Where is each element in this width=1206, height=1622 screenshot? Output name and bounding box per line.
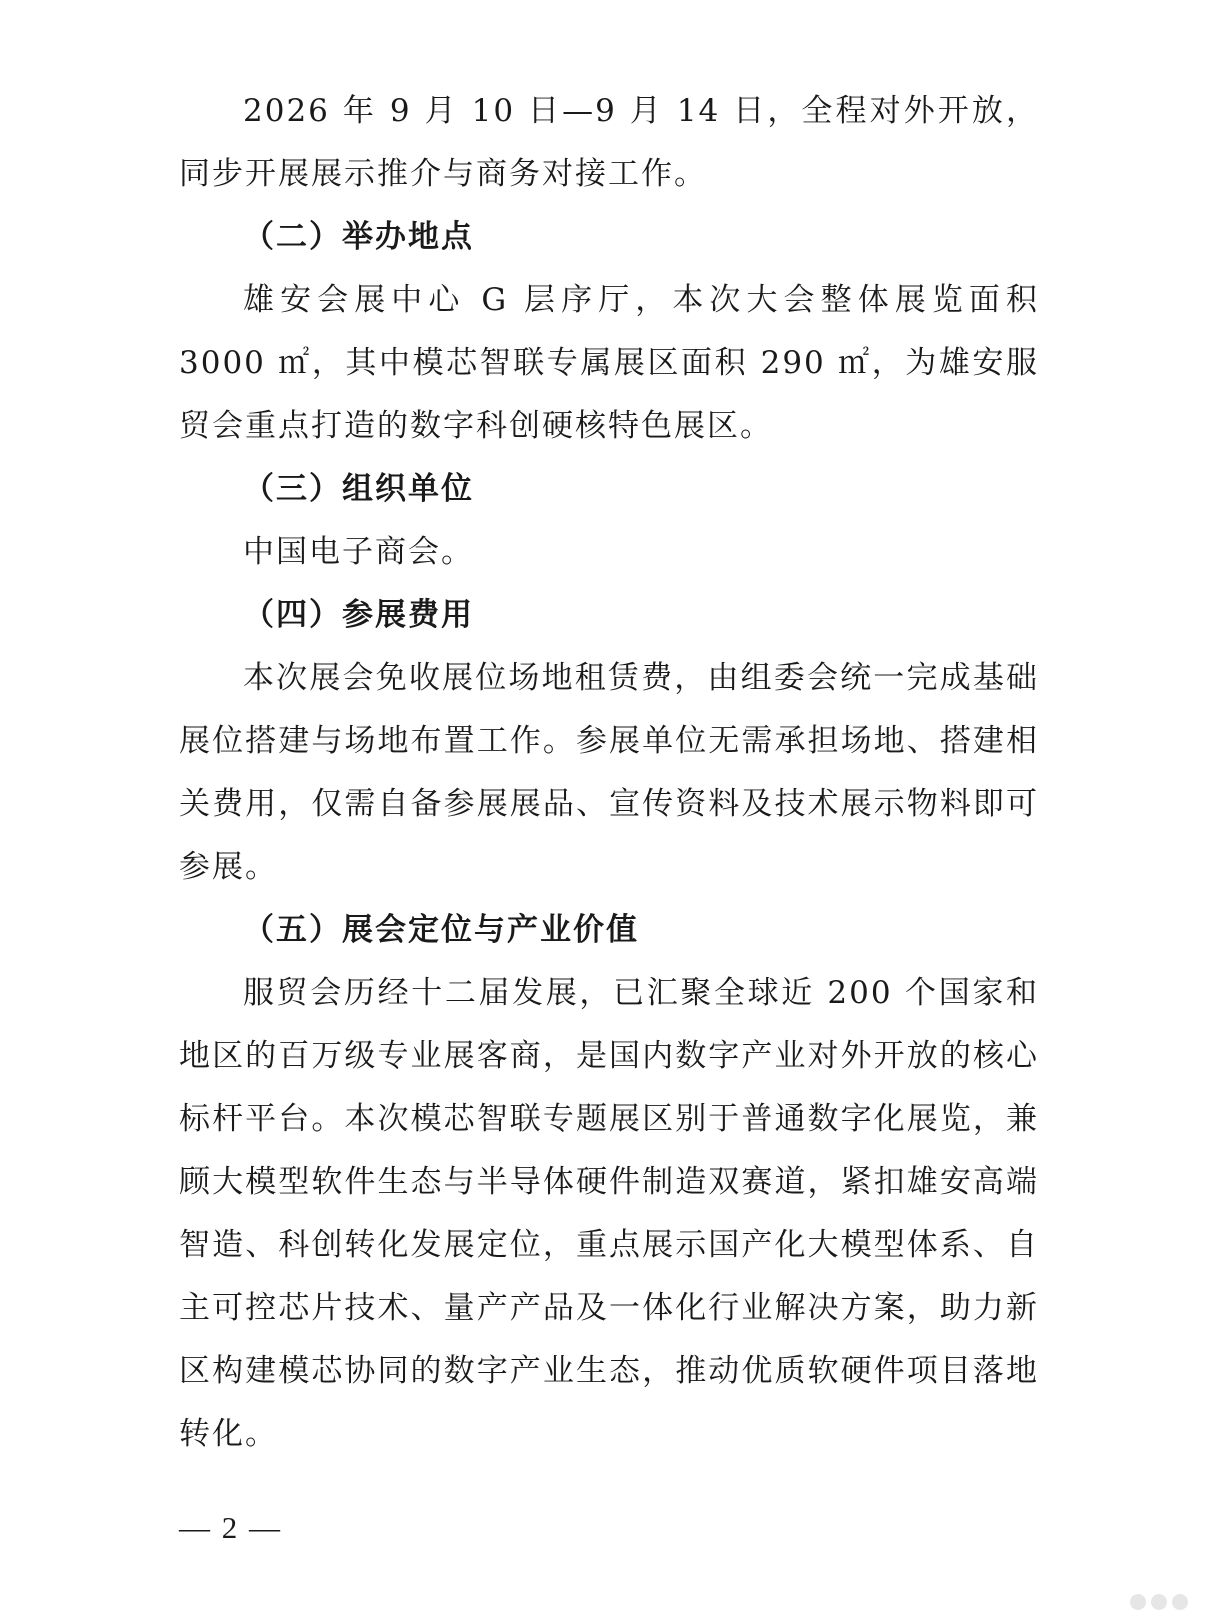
section-heading-venue: （二）举办地点 <box>243 219 474 255</box>
document-body <box>179 80 1039 1466</box>
page-number: — 2 — <box>179 1510 282 1545</box>
section-heading-fees: （四）参展费用 <box>243 597 474 633</box>
paragraph-dates: 2026 年 9 月 10 日—9 月 14 日，全程对外开放，同步开展展示推介与商务对接工作。 <box>179 93 1039 192</box>
paragraph-organizer: 中国电子商会。 <box>243 534 474 570</box>
section-heading-positioning: （五）展会定位与产业价值 <box>243 912 639 948</box>
paragraph-venue: 雄安会展中心 G 层序厅，本次大会整体展览面积 3000 ㎡，其中模芯智联专属展区面积 290 ㎡，为雄安服贸会重点打造的数字科创硬核特色展区。 <box>179 282 1039 444</box>
paragraph-fees: 本次展会免收展位场地租赁费，由组委会统一完成基础展位搭建与场地布置工作。参展单位无需承担场地、搭建相关费用，仅需自备参展展品、宣传资料及技术展示物料即可参展。 <box>179 660 1039 885</box>
section-heading-organizer: （三）组织单位 <box>243 471 474 507</box>
watermark-dots-icon <box>1130 1594 1196 1614</box>
paragraph-positioning: 服贸会历经十二届发展，已汇聚全球近 200 个国家和地区的百万级专业展客商，是国内数字产业对外开放的核心标杆平台。本次模芯智联专题展区别于普通数字化展览，兼顾大模型软件生态与半导体硬件制造双赛道，紧扣雄安高端智造、科创转化发展定位，重点展示国产化大模型体系、自主可控芯片技术、量产产品及一体化行业解决方案，助力新区构建模芯协同的数字产业生态，推动优质软硬件项目落地转化。 <box>179 975 1039 1452</box>
